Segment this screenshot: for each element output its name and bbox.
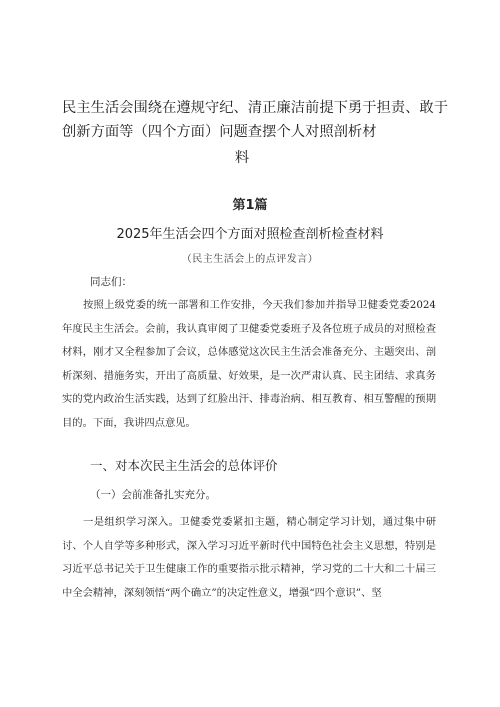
section-heading-1: 一、对本次民主生活会的总体评价 — [90, 458, 278, 473]
greeting: 同志们： — [90, 276, 132, 288]
article-subtitle: 2025年生活会四个方面对照检查剖析检查材料 — [116, 227, 384, 242]
subsection-heading-1: （一）会前准备扎实充分。 — [90, 489, 216, 501]
article-note: （民主生活会上的点评发言） — [181, 254, 319, 265]
paragraph-2: 一是组织学习深入。卫健委党委紧扣主题，精心制定学习计划，通过集中研讨、个人自学等多种形式，深入学习习近平新时代中国特色社会主义思想，特别是习近平总书记关于卫生健康工作的重要指示批示精神，学习党的二十大和二十届三中全会精神，深刻领悟“两个确立”的决定性意义，增强“四个意识”、坚 — [62, 516, 436, 599]
piece-number: 第1篇 — [232, 198, 268, 213]
document-title — [62, 96, 452, 170]
document-title-tail: 料 — [234, 150, 250, 166]
document-title-main: 民主生活会围绕在遵规守纪、清正廉洁前提下勇于担责、敢于创新方面等（四个方面）问题查摆个人对照剖析材 — [62, 100, 449, 140]
paragraph-1: 按照上级党委的统一部署和工作安排，今天我们参加并指导卫健委党委2024年度民主生活会。会前，我认真审阅了卫健委党委班子及各位班子成员的对照检查材料，刚才又全程参加了会议，总体感觉这次民主生活会准备充分、主题突出、剖析深刻、措施务实，开出了高质量、好效果，是一次严肃认真、民主团结、求真务实的党内政治生活实践，达到了红脸出汗、排毒治病、相互教育、相互警醒的预期目的。下面，我讲四点意见。 — [62, 299, 436, 429]
